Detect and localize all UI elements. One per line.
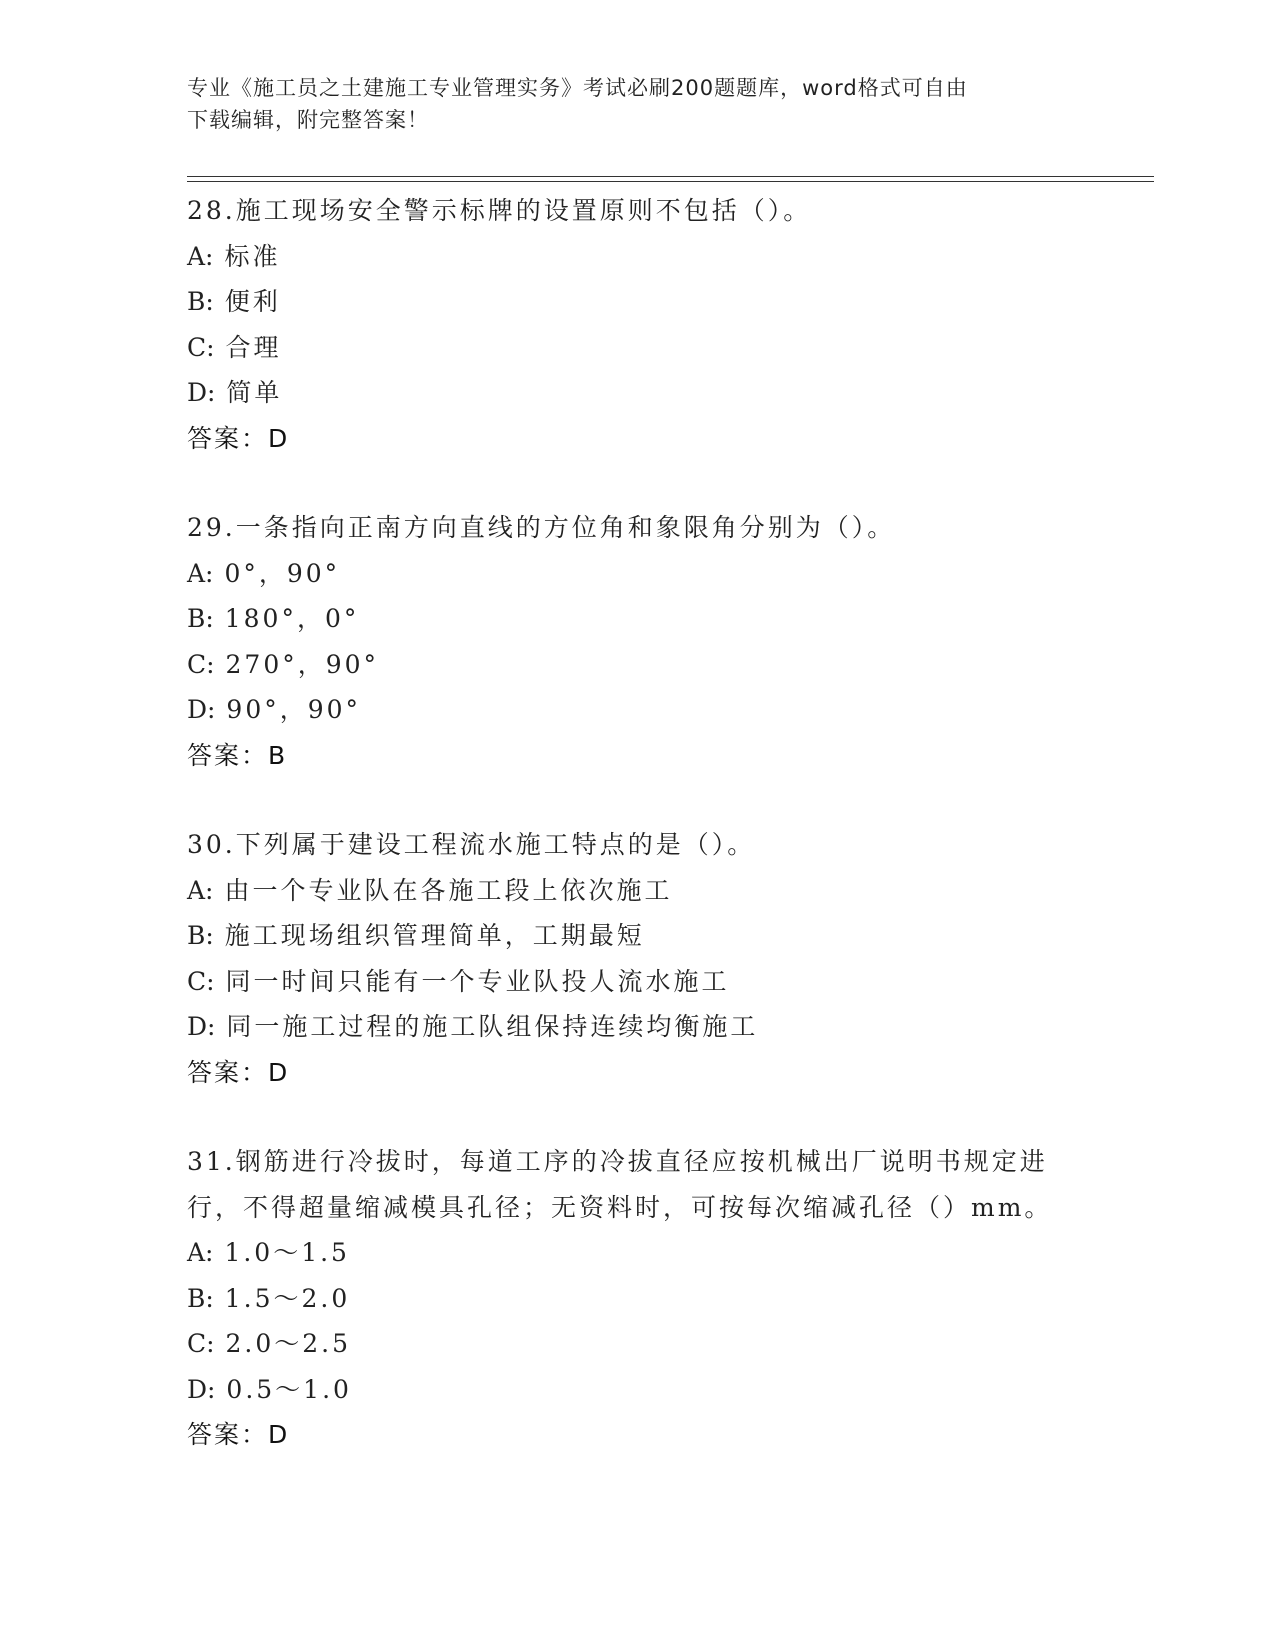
option-a <box>187 868 1087 914</box>
option-key: D: <box>187 378 216 407</box>
option-d <box>187 1367 1087 1413</box>
option-key: A: <box>187 241 214 271</box>
option-key: C: <box>187 649 215 679</box>
header-line-2: 下载编辑，附完整答案！ <box>187 108 429 132</box>
option-key: C: <box>187 332 215 362</box>
option-text: 0°，90° <box>224 558 341 588</box>
option-key: B: <box>187 287 214 316</box>
question-text: 钢筋进行冷拔时，每道工序的冷拔直径应按机械出厂说明书规定进 <box>235 1147 1048 1176</box>
option-key: D: <box>187 1374 216 1404</box>
option-text: 同一施工过程的施工队组保持连续均衡施工 <box>226 1012 759 1041</box>
option-text: 施工现场组织管理简单，工期最短 <box>224 921 645 950</box>
option-b <box>187 913 1087 959</box>
option-text: 合理 <box>225 332 282 362</box>
question-stem <box>187 188 1087 234</box>
question-30 <box>187 822 1087 1095</box>
option-key: B: <box>187 1283 214 1313</box>
question-text: 下列属于建设工程流水施工特点的是（）。 <box>235 830 756 859</box>
option-text: 标准 <box>224 241 281 271</box>
option-d <box>187 1004 1087 1050</box>
option-c <box>187 1321 1087 1367</box>
option-key: A: <box>187 875 214 905</box>
option-text: 180°，0° <box>224 604 360 633</box>
option-b <box>187 279 1087 325</box>
question-29 <box>187 505 1087 778</box>
option-key: C: <box>187 966 215 996</box>
option-text: 简单 <box>226 378 283 407</box>
document-header <box>187 72 1067 136</box>
option-a <box>187 1230 1087 1276</box>
option-key: D: <box>187 1012 216 1041</box>
option-c <box>187 642 1087 688</box>
question-stem-line-1 <box>187 1139 1087 1185</box>
option-b <box>187 596 1087 642</box>
question-text: 施工现场安全警示标牌的设置原则不包括（）。 <box>235 196 812 225</box>
option-text: 270°，90° <box>225 649 380 679</box>
question-31 <box>187 1139 1087 1458</box>
option-text: 0.5～1.0 <box>226 1374 352 1404</box>
option-text: 1.0～1.5 <box>224 1238 350 1267</box>
question-number: 30. <box>187 830 236 859</box>
option-c <box>187 325 1087 371</box>
question-28 <box>187 188 1087 461</box>
question-stem-line-2: 行，不得超量缩减模具孔径；无资料时，可按每次缩减孔径（）mm。 <box>187 1192 1053 1222</box>
answer-line: 答案：B <box>187 740 288 770</box>
option-text: 2.0～2.5 <box>225 1329 352 1358</box>
question-stem <box>187 822 1087 868</box>
question-stem <box>187 505 1087 551</box>
option-key: A: <box>187 1238 214 1267</box>
answer-line: 答案：D <box>187 1420 290 1449</box>
option-text: 便利 <box>224 287 281 316</box>
option-key: B: <box>187 604 214 633</box>
option-key: C: <box>187 1329 215 1358</box>
option-key: D: <box>187 695 216 724</box>
option-text: 1.5～2.0 <box>224 1283 351 1313</box>
question-list <box>187 188 1087 1502</box>
option-a <box>187 234 1087 280</box>
question-text: 一条指向正南方向直线的方位角和象限角分别为（）。 <box>235 513 896 542</box>
option-key: A: <box>187 558 214 588</box>
option-c <box>187 959 1087 1005</box>
option-key: B: <box>187 921 214 950</box>
option-text: 同一时间只能有一个专业队投人流水施工 <box>225 966 730 996</box>
option-b <box>187 1276 1087 1322</box>
option-d <box>187 687 1087 733</box>
answer-line: 答案：D <box>187 423 290 453</box>
header-line-1: 专业《施工员之土建施工专业管理实务》考试必刷200题题库，word格式可自由 <box>187 76 968 100</box>
option-d <box>187 370 1087 416</box>
option-text: 由一个专业队在各施工段上依次施工 <box>224 875 673 905</box>
option-text: 90°，90° <box>226 695 362 724</box>
header-divider-top <box>187 176 1154 177</box>
header-divider-bottom <box>187 181 1154 182</box>
answer-line: 答案：D <box>187 1057 290 1087</box>
question-number: 31. <box>187 1147 236 1176</box>
option-a <box>187 551 1087 597</box>
question-number: 28. <box>187 196 236 225</box>
question-number: 29. <box>187 513 236 542</box>
